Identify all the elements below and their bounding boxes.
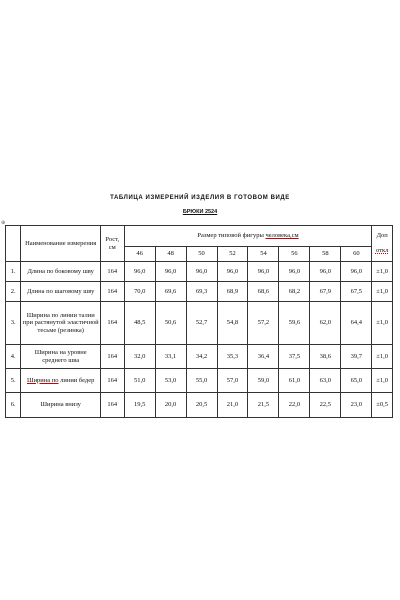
- value-cell: 35,3: [217, 345, 248, 369]
- row-name: Длина по боковому шву: [21, 262, 100, 282]
- header-name-cell: Наименование измерения: [21, 226, 100, 262]
- header-height-cell: Рост, см: [100, 226, 124, 262]
- value-cell: 96,0: [124, 262, 155, 282]
- value-cell: 96,0: [279, 262, 310, 282]
- value-cell: 22,5: [310, 393, 341, 418]
- value-cell: 68,6: [248, 282, 279, 302]
- size-cell: 58: [310, 247, 341, 262]
- size-cell: 50: [186, 247, 217, 262]
- value-cell: 50,6: [155, 302, 186, 345]
- value-cell: 23,0: [341, 393, 372, 418]
- row-number: 1.: [6, 262, 21, 282]
- value-cell: 59,6: [279, 302, 310, 345]
- value-cell: 68,2: [279, 282, 310, 302]
- value-cell: 55,0: [186, 369, 217, 393]
- row-name-underlined: Ширина по: [27, 376, 59, 384]
- value-cell: 64,4: [341, 302, 372, 345]
- size-cell: 60: [341, 247, 372, 262]
- value-cell: 57,2: [248, 302, 279, 345]
- row-height: 164: [100, 393, 124, 418]
- value-cell: 67,5: [341, 282, 372, 302]
- table-title: ТАБЛИЦА ИЗМЕРЕНИЙ ИЗДЕЛИЯ В ГОТОВОМ ВИДЕ: [110, 195, 290, 201]
- value-cell: 67,9: [310, 282, 341, 302]
- value-cell: 51,0: [124, 369, 155, 393]
- tolerance-cell: ±1,0: [372, 282, 393, 302]
- row-number: 5.: [6, 369, 21, 393]
- value-cell: 96,0: [186, 262, 217, 282]
- value-cell: 21,5: [248, 393, 279, 418]
- row-height: 164: [100, 262, 124, 282]
- value-cell: 62,0: [310, 302, 341, 345]
- value-cell: 21,0: [217, 393, 248, 418]
- row-name: Ширина по линии талии при растянутой эластичной тесьме (резинка): [21, 302, 100, 345]
- header-num-cell: [6, 226, 21, 262]
- row-number: 2.: [6, 282, 21, 302]
- table-row: [6, 282, 393, 302]
- header-tolerance-bottom: откл: [375, 247, 389, 255]
- value-cell: 61,0: [279, 369, 310, 393]
- value-cell: 96,0: [248, 262, 279, 282]
- value-cell: 54,8: [217, 302, 248, 345]
- row-name: Ширина на уровне среднего шва: [21, 345, 100, 369]
- header-size-group-underlined: человека,см: [265, 232, 299, 240]
- row-height: 164: [100, 282, 124, 302]
- row-number: 6.: [6, 393, 21, 418]
- value-cell: 53,0: [155, 369, 186, 393]
- value-cell: 32,0: [124, 345, 155, 369]
- size-cell: 48: [155, 247, 186, 262]
- table-row: [6, 345, 393, 369]
- value-cell: 39,7: [341, 345, 372, 369]
- value-cell: 33,1: [155, 345, 186, 369]
- header-tolerance-cell: [372, 226, 393, 262]
- value-cell: 96,0: [341, 262, 372, 282]
- value-cell: 19,5: [124, 393, 155, 418]
- size-cell: 46: [124, 247, 155, 262]
- row-height: 164: [100, 345, 124, 369]
- row-number: 4.: [6, 345, 21, 369]
- value-cell: 38,6: [310, 345, 341, 369]
- value-cell: 37,5: [279, 345, 310, 369]
- value-cell: 22,0: [279, 393, 310, 418]
- table-anchor-icon: ⊕: [1, 220, 6, 226]
- value-cell: 34,2: [186, 345, 217, 369]
- value-cell: 36,4: [248, 345, 279, 369]
- value-cell: 20,5: [186, 393, 217, 418]
- row-number: 3.: [6, 302, 21, 345]
- table-subtitle: БРЮКИ 2524: [182, 209, 218, 215]
- measurements-table: [5, 225, 393, 418]
- value-cell: 68,9: [217, 282, 248, 302]
- value-cell: 69,6: [155, 282, 186, 302]
- value-cell: 52,7: [186, 302, 217, 345]
- size-cell: 54: [248, 247, 279, 262]
- value-cell: 96,0: [310, 262, 341, 282]
- value-cell: 48,5: [124, 302, 155, 345]
- tolerance-cell: ±1,0: [372, 302, 393, 345]
- size-cell: 56: [279, 247, 310, 262]
- value-cell: 96,0: [155, 262, 186, 282]
- row-name: Ширина внизу: [21, 393, 100, 418]
- table-row: [6, 302, 393, 345]
- header-row: [6, 226, 393, 247]
- row-name: [21, 369, 100, 393]
- row-height: 164: [100, 302, 124, 345]
- table-row: [6, 369, 393, 393]
- row-name-rest: линии бедер: [58, 376, 95, 384]
- row-height: 164: [100, 369, 124, 393]
- table-row: [6, 393, 393, 418]
- value-cell: 70,0: [124, 282, 155, 302]
- tolerance-cell: ±1,0: [372, 262, 393, 282]
- table-row: [6, 262, 393, 282]
- row-name: Длина по шаговому шву: [21, 282, 100, 302]
- header-size-group: [124, 226, 372, 247]
- tolerance-cell: ±0,5: [372, 393, 393, 418]
- value-cell: 65,0: [341, 369, 372, 393]
- value-cell: 59,0: [248, 369, 279, 393]
- tolerance-cell: ±1,0: [372, 369, 393, 393]
- tolerance-cell: ±1,0: [372, 345, 393, 369]
- value-cell: 96,0: [217, 262, 248, 282]
- value-cell: 63,0: [310, 369, 341, 393]
- size-cell: 52: [217, 247, 248, 262]
- value-cell: 69,3: [186, 282, 217, 302]
- header-size-group-prefix: Размер типовой фигуры: [197, 232, 266, 240]
- header-tolerance-top: Доп: [376, 232, 388, 240]
- value-cell: 20,0: [155, 393, 186, 418]
- value-cell: 57,0: [217, 369, 248, 393]
